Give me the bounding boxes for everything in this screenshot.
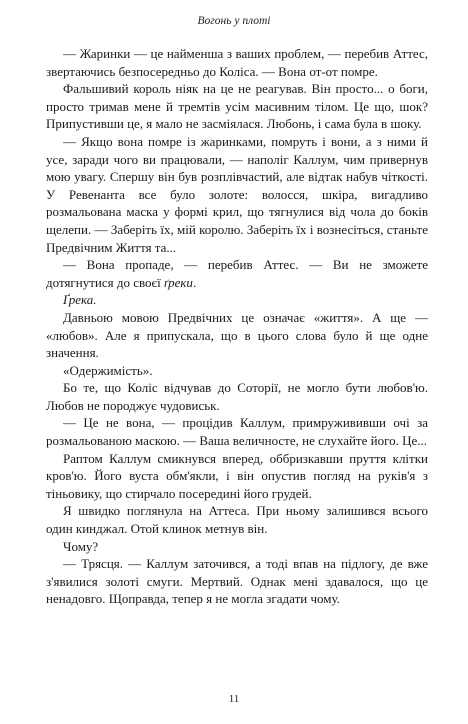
paragraph: Давньою мовою Предвічних це означає «життя». А ще — «любов». Але я припускала, що в цього слова було й ще одне значення. — [46, 309, 428, 361]
body-text — [46, 45, 428, 608]
paragraph: — Вона пропаде, — перебив Аттес. — Ви не зможете дотягнутися до своєї ґреки. — [46, 257, 428, 290]
paragraph: — Це не вона, — процідив Каллум, примружививши очі за розмальованою маскою. — Ваша величносте, не слухайте його. Це... — [46, 415, 428, 449]
paragraph: — Жаринки — це найменша з ваших проблем, — перебив Аттес, звертаючись безпосередньо до Коліса. — Вона от-от помре. — [46, 46, 428, 79]
paragraph: Чому? — [63, 538, 99, 554]
running-header: Вогонь у плоті — [197, 15, 271, 27]
paragraph: Бо те, що Коліс відчував до Соторії, не могло бути любов'ю. Любов не породжує чудовиськ. — [46, 380, 428, 413]
paragraph-italic: Ґрека. — [63, 292, 97, 308]
emphasis: ґреки — [163, 274, 193, 290]
paragraph: Раптом Каллум смикнувся вперед, оббризкавши пруття клітки кров'ю. Його вуста обм'якли, і він опустив погляд на руків'я з тіньовику, що стирчало посередині його грудей. — [46, 450, 428, 501]
page-number: 11 — [228, 693, 240, 705]
paragraph: Я швидко поглянула на Аттеса. При ньому залишився всього один кинджал. Отой клинок метнув він. — [46, 503, 428, 537]
paragraph: — Трясця. — Каллум заточився, а тоді впав на підлогу, де вже з'явилися золоті смуги. Мертвий. Однак мені здавалося, що це ненадовго. Щоправда, тепер я не могла згадати чому. — [46, 556, 428, 607]
paragraph: — Якщо вона помре із жаринками, помруть і вони, а з ними й усе, заради чого ви працювали, — наполіг Каллум, чим привернув мою увагу. Спершу він був розплівчастий, але відтак набув чіткості. У Ревенанта все було золоте: волосся, шкіра, вигадливо розмальована маска у формі крил, що тягнулися від чола до боків щелепи. — Заберіть їх, мій королю. Заберіть їх і вознесіться, станьте Предвічним Життя та... — [46, 133, 428, 255]
paragraph: Фальшивий король ніяк на це не реагував. Він просто... о боги, просто тримав мене й тремтів усім масивним тілом. Це що, шок? Припустивши це, я мало не засміялася. Любонь, і сама була в шоку. — [46, 81, 428, 132]
paragraph: «Одержимість». — [63, 362, 153, 378]
